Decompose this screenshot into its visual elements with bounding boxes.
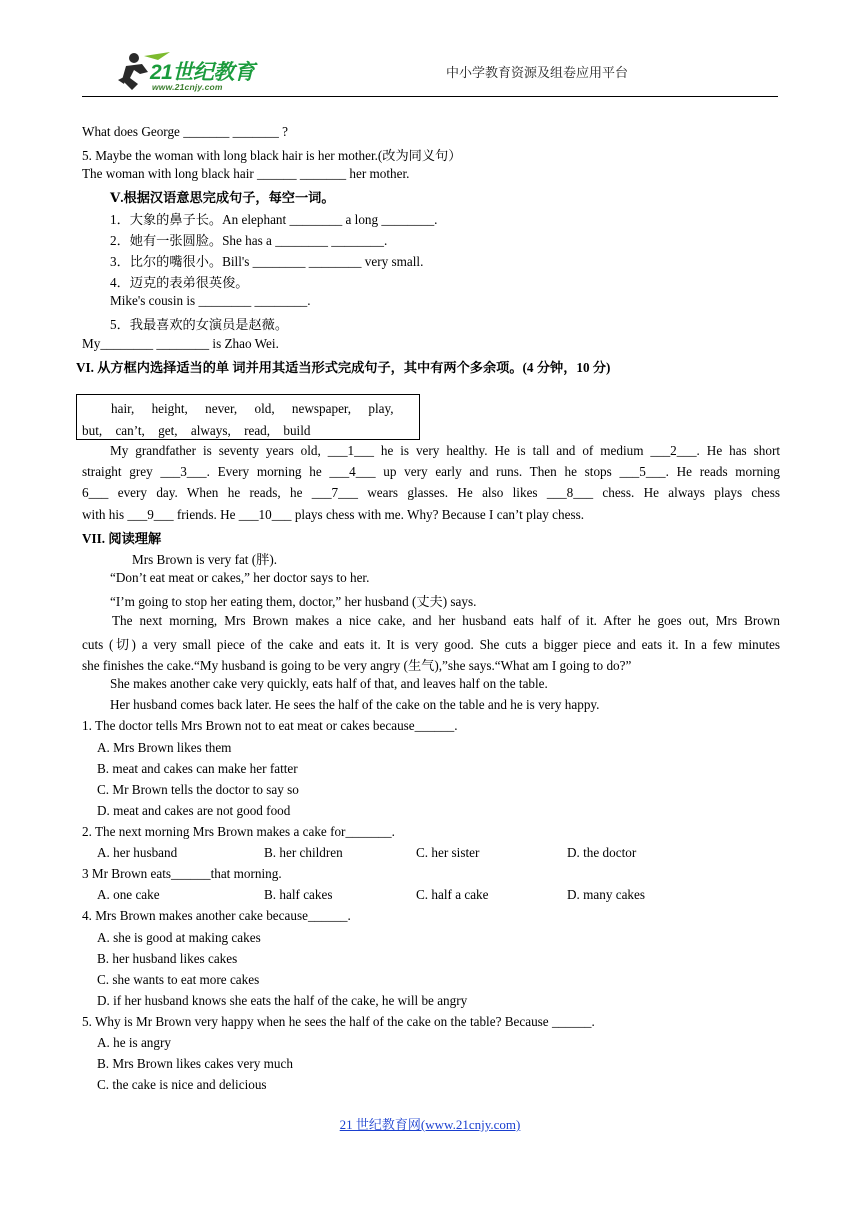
- option: C. her sister: [416, 845, 480, 860]
- option: C. half a cake: [416, 887, 489, 902]
- word-box: [76, 394, 420, 440]
- option: B. Mrs Brown likes cakes very much: [97, 1056, 293, 1071]
- option: A. she is good at making cakes: [97, 930, 261, 945]
- section-7-title: VII. 阅读理解: [82, 531, 162, 546]
- story-line: She makes another cake very quickly, eats half of that, and leaves half on the table.: [110, 676, 548, 691]
- cloze-line: 6___ every day. When he reads, he ___7___ wears glasses. He also likes ___8___ chess. He always plays chess: [82, 485, 780, 500]
- section-5-title: Ⅴ.根据汉语意思完成句子，每空一词。: [110, 190, 335, 205]
- question: 1. The doctor tells Mrs Brown not to eat meat or cakes because______.: [82, 718, 458, 733]
- sec5-item: 1．大象的鼻子长。An elephant ________ a long ________.: [110, 212, 438, 227]
- story-line: she finishes the cake.“My husband is going to be very angry (生气),”she says.“What am I going to do?”: [82, 658, 632, 673]
- story-line: cuts (切) a very small piece of the cake and eats it. It is very good. She cuts a bigger piece and eats it. In a few minutes: [82, 637, 780, 652]
- logo-url: www.21cnjy.com: [152, 82, 223, 92]
- sec5-item: My________ ________ is Zhao Wei.: [82, 336, 279, 351]
- story-line: Mrs Brown is very fat (胖).: [132, 552, 278, 567]
- sec5-item: 4．迈克的表弟很英俊。: [110, 275, 249, 290]
- story-line: Her husband comes back later. He sees the half of the cake on the table and he is very happy.: [110, 697, 600, 712]
- story-line: “I’m going to stop her eating them, doctor,” her husband (丈夫) says.: [110, 594, 477, 609]
- option: D. if her husband knows she eats the half of the cake, he will be angry: [97, 993, 468, 1008]
- option: B. half cakes: [264, 887, 333, 902]
- option: C. Mr Brown tells the doctor to say so: [97, 782, 299, 797]
- question: 3 Mr Brown eats______that morning.: [82, 866, 282, 881]
- word-box-line: but, can’t, get, always, read, build: [82, 423, 311, 438]
- option: D. meat and cakes are not good food: [97, 803, 291, 818]
- option: C. the cake is nice and delicious: [97, 1077, 267, 1092]
- option: D. many cakes: [567, 887, 645, 902]
- logo-text: 21世纪教育: [150, 61, 255, 84]
- option: B. her husband likes cakes: [97, 951, 238, 966]
- cloze-line: with his ___9___ friends. He ___10___ plays chess with me. Why? Because I can’t play chess.: [82, 507, 585, 522]
- option: A. Mrs Brown likes them: [97, 740, 232, 755]
- page-header: [82, 48, 778, 97]
- option: C. she wants to eat more cakes: [97, 972, 260, 987]
- story-line: “Don’t eat meat or cakes,” her doctor says to her.: [110, 570, 370, 585]
- option: A. her husband: [97, 845, 178, 860]
- question: 5. Why is Mr Brown very happy when he sees the half of the cake on the table? Because ______.: [82, 1014, 595, 1029]
- q5-prompt: 5. Maybe the woman with long black hair is her mother.(改为同义句）: [82, 148, 462, 163]
- option: D. the doctor: [567, 845, 637, 860]
- option: B. her children: [264, 845, 343, 860]
- question: 4. Mrs Brown makes another cake because______.: [82, 908, 351, 923]
- story-line: The next morning, Mrs Brown makes a nice cake, and her husband eats half of it. After he goes out, Mrs Brown: [112, 613, 780, 628]
- sec5-item: Mike's cousin is ________ ________.: [110, 293, 311, 308]
- option: B. meat and cakes can make her fatter: [97, 761, 298, 776]
- option: A. he is angry: [97, 1035, 171, 1050]
- cloze-line: My grandfather is seventy years old, ___1___ he is very healthy. He is tall and of medium ___2___. He has short: [110, 443, 780, 458]
- question: 2. The next morning Mrs Brown makes a cake for_______.: [82, 824, 395, 839]
- platform-title: 中小学教育资源及组卷应用平台: [445, 65, 628, 80]
- word-box-line: hair, height, never, old, newspaper, play,: [111, 401, 394, 416]
- sec5-item: 3．比尔的嘴很小。Bill's ________ ________ very small.: [110, 254, 424, 269]
- sec5-item: 2．她有一张圆脸。She has a ________ ________.: [110, 233, 388, 248]
- sec5-item: 5．我最喜欢的女演员是赵薇。: [110, 317, 289, 332]
- cloze-line: straight grey ___3___. Every morning he ___4___ up very early and runs. Then he stops ___5___. He reads morning: [82, 464, 780, 479]
- q5-answer-line: The woman with long black hair ______ _______ her mother.: [82, 166, 410, 181]
- section-6-title: VI. 从方框内选择适当的单 词并用其适当形式完成句子，其中有两个多余项。(4 分钟，10 分): [76, 360, 611, 375]
- q4-answer-line: What does George _______ _______ ?: [82, 124, 288, 139]
- option: A. one cake: [97, 887, 160, 902]
- footer-link[interactable]: 21 世纪教育网(www.21cnjy.com): [339, 1117, 521, 1132]
